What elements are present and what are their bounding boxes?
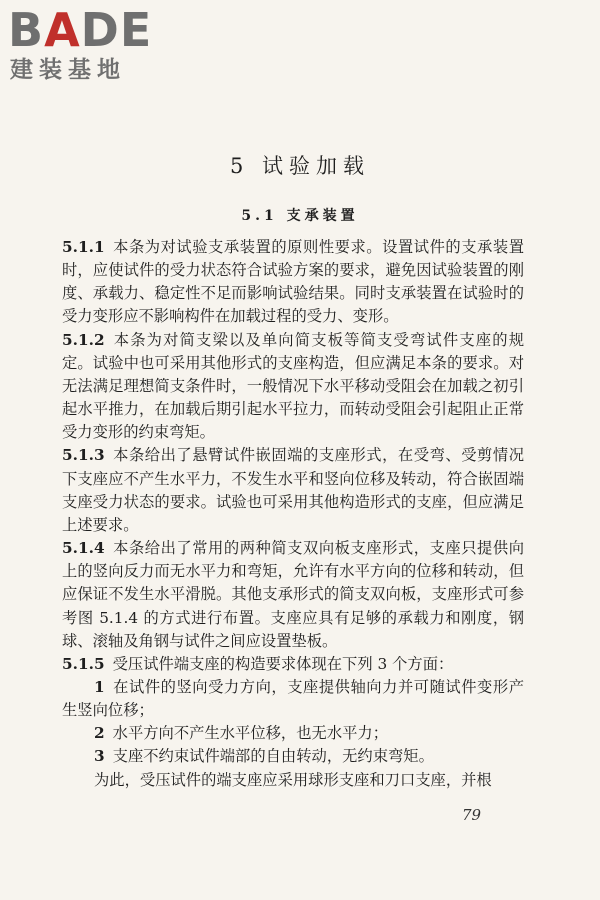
list-item (62, 745, 524, 768)
item-text: 支座不约束试件端部的自由转动，无约束弯矩。 (112, 747, 434, 766)
item-text: 水平方向不产生水平位移，也无水平力； (112, 724, 389, 743)
clause-number: 5.1.3 (62, 446, 105, 465)
clause-number: 5.1.5 (62, 654, 105, 673)
clause-text: 本条为对简支梁以及单向简支板等简支受弯试件支座的规定。试验中也可采用其他形式的支座构造，但应满足本条的要求。对无法满足理想简支条件时，一般情况下水平移动受阻会在加载之初引起水平推力，在加载后期引起水平拉力，而转动受阻会引起阻止正常受力变形的约束弯矩。 (62, 330, 524, 442)
section-title: 5.1 支承装置 (241, 208, 359, 224)
clause-5-1-2 (62, 329, 524, 445)
clause-text: 本条给出了常用的两种简支双向板支座形式，支座只提供向上的竖向反力而无水平力和弯矩，允许有水平方向的位移和转动，但应保证不发生水平滑脱。其他支承形式的简支双向板，支座形式可参考图 5.1.4 的方式进行布置。支座应具有足够的承载力和刚度，钢球、滚轴及角钢与试件之间应设置垫板。 (62, 539, 524, 650)
list-item (62, 722, 524, 745)
clause-text: 本条给出了悬臂试件嵌固端的支座形式，在受弯、受剪情况下支座应不产生水平力，不发生水平和竖向位移及转动，符合嵌固端支座受力状态的要求。试验也可采用其他构造形式的支座，但应满足上述要求。 (62, 446, 524, 534)
brand-logo (8, 4, 178, 88)
clause-number: 5.1.4 (62, 539, 105, 558)
item-number: 3 (94, 747, 105, 766)
clause-text: 本条为对试验支承装置的原则性要求。设置试件的支承装置时，应使试件的受力状态符合试验方案的要求，避免因试验装置的刚度、承载力、稳定性不足而影响试验结果。同时支承装置在试验时的受力变形应不影响构件在加载过程的受力、变形。 (62, 238, 524, 326)
clause-5-1-5 (62, 653, 524, 676)
item-text: 在试件的竖向受力方向，支座提供轴向力并可随试件变形产生竖向位移； (62, 677, 524, 720)
item-number: 2 (94, 724, 105, 743)
clause-number: 5.1.2 (62, 330, 105, 349)
clause-text: 受压试件端支座的构造要求体现在下列 3 个方面： (112, 654, 454, 673)
closing-paragraph: 为此，受压试件的端支座应采用球形支座和刀口支座，并根 (94, 770, 492, 789)
brand-logo-chinese: 建装基地 (10, 57, 126, 83)
body-text (62, 236, 524, 792)
brand-logo-wordmark: BADE (8, 3, 153, 57)
chapter-title: 5 试验加载 (229, 154, 371, 178)
clause-5-1-3 (62, 444, 524, 537)
list-item (62, 676, 524, 722)
clause-5-1-4 (62, 537, 524, 653)
clause-5-1-1 (62, 236, 524, 329)
clause-number: 5.1.1 (62, 238, 105, 256)
page-number: 79 (462, 806, 482, 824)
item-number: 1 (94, 677, 105, 696)
